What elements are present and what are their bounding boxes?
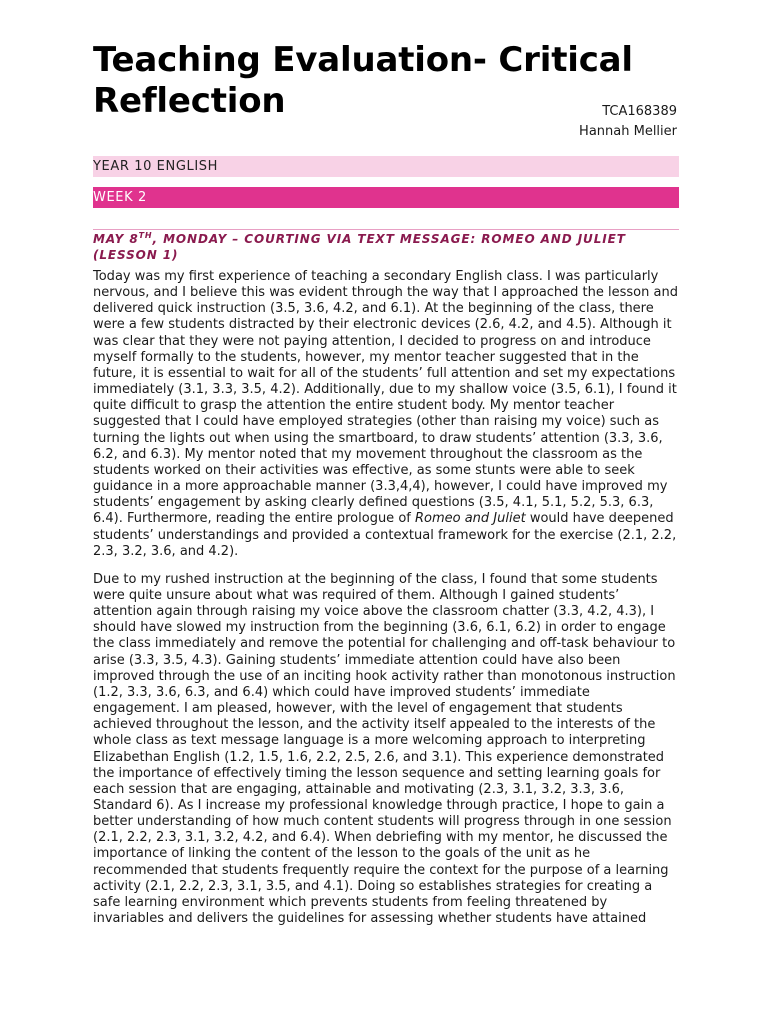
lesson-heading-title: , MONDAY – COURTING VIA TEXT MESSAGE: ROMEO AND JULIET (LESSON 1) xyxy=(93,232,626,262)
lesson-heading-date: MAY 8 xyxy=(93,232,139,246)
play-title: Romeo and Juliet xyxy=(414,511,526,527)
id-code: TCA168389 xyxy=(602,104,677,119)
document-body xyxy=(93,269,679,939)
year-band: YEAR 10 ENGLISH xyxy=(93,156,679,177)
paragraph-1-part-b: would have deepened students’ understandings and provided a contextual framework for the exercise (2.1, 2.2, 2.3, 3.2, 3.6, and 4.2). xyxy=(93,511,677,559)
document-title: Teaching Evaluation- Critical Reflection xyxy=(93,40,633,121)
paragraph-1-part-a: Today was my first experience of teaching a secondary English class. I was particularly nervous, and I believe this was evident through the way that I approached the lesson and delivered quick instruction (3.5, 3.6, 4.2, and 6.1). At the beginning of the class, there were a few students distracted by their electronic devices (2.6, 4.2, and 4.5). Although it was clear that they were not paying attention, I decided to progress on and introduce myself formally to the students, however, my mentor teacher suggested that in the future, it is essential to wait for all of the students’ full attention and set my expectations immediately (3.1, 3.3, 3.5, 4.2). Additionally, due to my shallow voice (3.5, 6.1), I found it quite difficult to grasp the attention the entire student body. My mentor teacher suggested that I could have employed strategies (other than raising my voice) such as turning the lights out when using the smartboard, to draw students’ attention (3.3, 3.6, 6.2, and 6.3). My mentor noted that my movement throughout the classroom as the students worked on their activities was effective, as some stunts were able to seek guidance in a more approachable manner (3.3,4,4), however, I could have improved my students’ engagement by asking clearly defined questions (3.5, 4.1, 5.1, 5.2, 5.3, 6.3, 6.4). Furthermore, reading the entire prologue of xyxy=(93,269,678,527)
week-band: WEEK 2 xyxy=(93,187,679,208)
lesson-heading-ordinal: TH xyxy=(138,231,153,240)
document-meta xyxy=(579,102,677,142)
lesson-heading xyxy=(93,231,679,263)
section-divider xyxy=(93,229,679,230)
paragraph-1 xyxy=(93,269,679,560)
author-name: Hannah Mellier xyxy=(579,124,677,139)
document-page xyxy=(93,0,679,1024)
paragraph-2: Due to my rushed instruction at the beginning of the class, I found that some students were quite unsure about what was required of them. Although I gained students’ attention again through raising my voice above the classroom chatter (3.3, 4.2, 4.3), I should have slowed my instruction from the beginning (3.6, 6.1, 6.2) in order to engage the class immediately and remove the potential for challenging and off-task behaviour to arise (3.3, 3.5, 4.3). Gaining students’ immediate attention could have also been improved through the use of an inciting hook activity rather than monotonous instruction (1.2, 3.3, 3.6, 6.3, and 6.4) which could have improved students’ immediate engagement. I am pleased, however, with the level of engagement that students achieved throughout the lesson, and the activity itself appealed to the interests of the whole class as text message language is a more welcoming approach to interpreting Elizabethan English (1.2, 1.5, 1.6, 2.2, 2.5, 2.6, and 3.1). This experience demonstrated the importance of effectively timing the lesson sequence and setting learning goals for each session that are engaging, attainable and motivating (2.3, 3.1, 3.2, 3.3, 3.6, Standard 6). As I increase my professional knowledge through practice, I hope to gain a better understanding of how much content students will progress through in one session (2.1, 2.2, 2.3, 3.1, 3.2, 4.2, and 6.4). When debriefing with my mentor, he discussed the importance of linking the content of the lesson to the goals of the unit as he recommended that students frequently require the context for the purpose of a learning activity (2.1, 2.2, 2.3, 3.1, 3.5, and 4.1). Doing so establishes strategies for creating a safe learning environment which prevents students from feeling threatened by invariables and delivers the guidelines for assessing whether students have attained xyxy=(93,571,676,927)
